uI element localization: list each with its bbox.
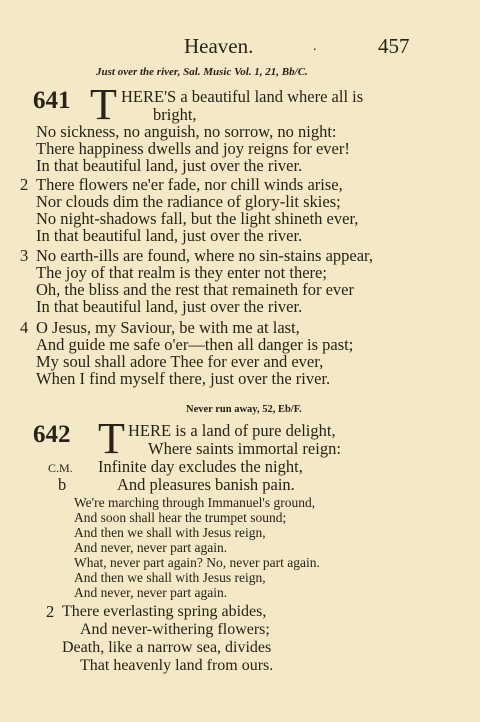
hymn641-line1: HERE'S a beautiful land where all is xyxy=(121,87,364,106)
verse-line: Where saints immortal reign: xyxy=(148,439,341,458)
verse-line: Death, like a narrow sea, divides xyxy=(62,639,272,656)
chorus-line: We're marching through Immanuel's ground, xyxy=(74,495,316,510)
hymn-number-641: 641 xyxy=(33,87,71,114)
verse-line: That heavenly land from ours. xyxy=(80,657,274,674)
verse-line: Nor clouds dim the radiance of glory-lit skies; xyxy=(36,192,341,211)
stanza-number: 3 xyxy=(20,246,29,265)
verse-line: And pleasures banish pain. xyxy=(117,475,295,494)
verse-line: When I find myself there, just over the river. xyxy=(36,369,331,388)
hymn-number-642: 642 xyxy=(33,421,71,448)
page-number: 457 xyxy=(378,34,410,58)
hymn641-line1-cont: bright, xyxy=(153,105,197,124)
verse-line: Oh, the bliss and the rest that remaineth for ever xyxy=(36,280,354,299)
verse-line: There everlasting spring abides, xyxy=(62,603,267,620)
tune-line-642: Never run away, 52, Eb/F. xyxy=(186,404,302,415)
chorus-line: And soon shall hear the trumpet sound; xyxy=(74,510,287,525)
verse-line: And guide me safe o'er—then all danger is past; xyxy=(36,335,354,354)
stanza-number: 4 xyxy=(20,318,29,337)
verse-line: In that beautiful land, just over the river. xyxy=(36,297,303,316)
tune-line-641: Just over the river, Sal. Music Vol. 1, 21, Bb/C. xyxy=(96,66,308,78)
verse-line: No sickness, no anguish, no sorrow, no night: xyxy=(36,122,337,141)
verse-line: In that beautiful land, just over the river. xyxy=(36,156,303,175)
chorus-line: And never, never part again. xyxy=(74,540,228,555)
verse-line: In that beautiful land, just over the river. xyxy=(36,226,303,245)
meter-label: C.M. xyxy=(48,461,73,475)
verse-line: The joy of that realm is they enter not there; xyxy=(36,263,327,282)
drop-cap-642: T xyxy=(98,414,125,463)
stanza-number: 2 xyxy=(46,602,55,621)
key-label: b xyxy=(58,475,67,494)
verse-line: And never-withering flowers; xyxy=(80,621,270,638)
verse-line: HERE is a land of pure delight, xyxy=(128,421,336,440)
verse-line: There happiness dwells and joy reigns for ever! xyxy=(36,139,350,158)
chorus-line: And then we shall with Jesus reign, xyxy=(74,525,266,540)
verse-line: No earth-ills are found, where no sin-stains appear, xyxy=(36,246,374,265)
drop-cap-641: T xyxy=(90,80,117,129)
verse-line: There flowers ne'er fade, nor chill winds arise, xyxy=(36,175,343,194)
chorus-line: What, never part again? No, never part again. xyxy=(74,555,320,570)
stanza-number: 2 xyxy=(20,175,29,194)
verse-line: Infinite day excludes the night, xyxy=(98,457,303,476)
verse-line: No night-shadows fall, but the light shineth ever, xyxy=(36,209,359,228)
running-title: Heaven. xyxy=(184,34,254,58)
verse-line: O Jesus, my Saviour, be with me at last, xyxy=(36,318,300,337)
header-dot: . xyxy=(313,39,317,54)
verse-line: My soul shall adore Thee for ever and ever, xyxy=(36,352,324,371)
chorus-line: And then we shall with Jesus reign, xyxy=(74,570,266,585)
chorus-line: And never, never part again. xyxy=(74,585,228,600)
